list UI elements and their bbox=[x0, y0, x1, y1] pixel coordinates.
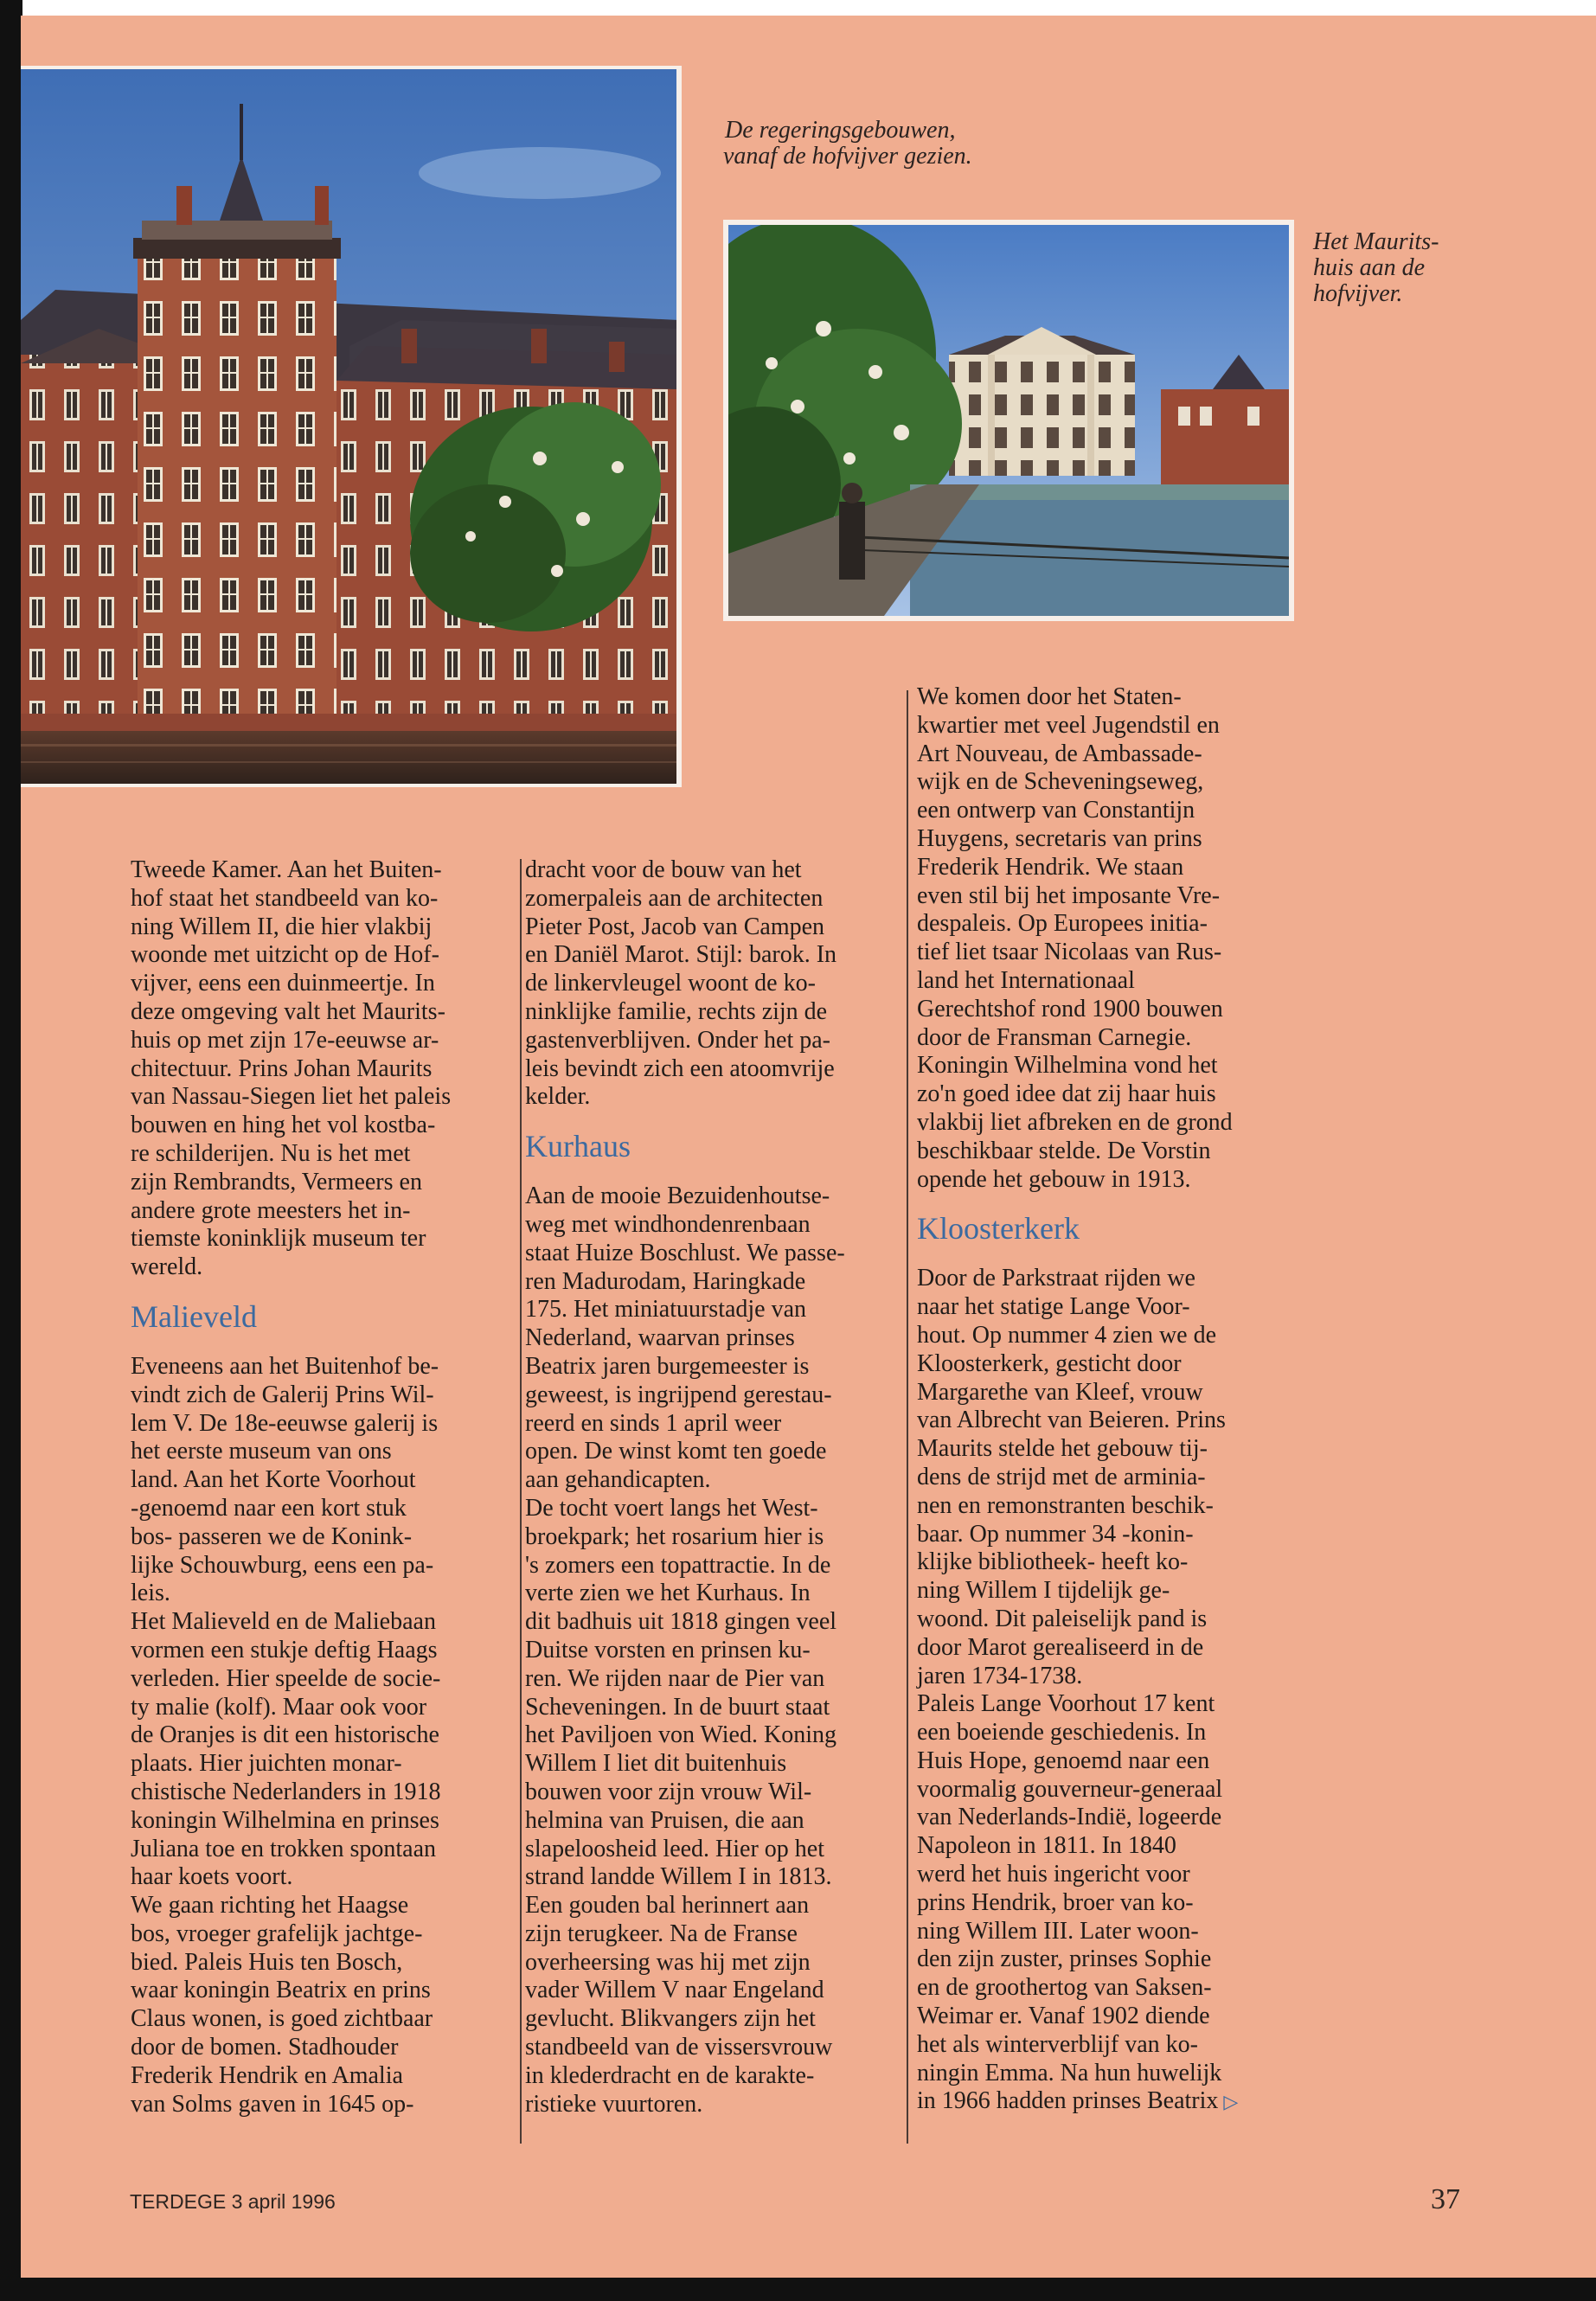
text-line: het als winterverblijf van ko- bbox=[917, 2030, 1199, 2058]
text-line: bouwen en hing het vol kostba- bbox=[131, 1112, 436, 1139]
paragraph bbox=[131, 1608, 511, 1892]
section-heading: Malieveld bbox=[131, 1298, 257, 1334]
regeringsgebouwen-illustration bbox=[21, 69, 676, 784]
text-line: deze omgeving valt het Maurits- bbox=[131, 997, 445, 1025]
magazine-page bbox=[21, 16, 1596, 2278]
text-line: Aan de mooie Bezuidenhoutse- bbox=[525, 1183, 830, 1210]
text-line: van Solms gaven in 1645 op- bbox=[131, 2090, 414, 2118]
text-line: reerd en sinds 1 april weer bbox=[525, 1409, 782, 1437]
page-top-edge bbox=[0, 0, 1596, 16]
text-line: weg met windhondenrenbaan bbox=[525, 1210, 811, 1238]
text-line: huis op met zijn 17e-eeuwse ar- bbox=[131, 1026, 439, 1054]
column-divider-2 bbox=[907, 690, 908, 2144]
text-line: bos- passeren we de Konink- bbox=[131, 1522, 413, 1550]
section-heading: Kloosterkerk bbox=[917, 1211, 1080, 1247]
text-line: Frederik Hendrik en Amalia bbox=[131, 2061, 403, 2089]
text-line: andere grote meesters het in- bbox=[131, 1196, 411, 1224]
text-line: van Albrecht van Beieren. Prins bbox=[917, 1407, 1226, 1434]
text-line: bos, vroeger grafelijk jachtge- bbox=[131, 1920, 423, 1947]
text-line: Frederik Hendrik. We staan bbox=[917, 853, 1184, 881]
text-line: kelder. bbox=[525, 1083, 591, 1111]
text-line: Art Nouveau, de Ambassade- bbox=[917, 740, 1202, 767]
text-line: tief liet tsaar Nicolaas van Rus- bbox=[917, 939, 1222, 966]
text-line: aan gehandicapten. bbox=[525, 1466, 711, 1494]
caption-line: Het Maurits- bbox=[1313, 228, 1439, 255]
text-line: Juliana toe en trokken spontaan bbox=[131, 1835, 437, 1862]
text-line: Claus wonen, is goed zichtbaar bbox=[131, 2005, 433, 2033]
caption-line: vanaf de hofvijver gezien. bbox=[723, 143, 972, 170]
text-line: zo'n goed idee dat zij haar huis bbox=[917, 1080, 1216, 1108]
text-line: vindt zich de Galerij Prins Wil- bbox=[131, 1381, 434, 1408]
text-line: zijn terugkeer. Na de Franse bbox=[525, 1920, 798, 1947]
paragraph bbox=[131, 856, 511, 1282]
footer-publication: TERDEGE 3 april 1996 bbox=[130, 2190, 336, 2213]
text-line: despaleis. Op Europees initia- bbox=[917, 910, 1208, 938]
text-line: in klederdracht en de karakte- bbox=[525, 2061, 815, 2089]
text-line: even stil bij het imposante Vre- bbox=[917, 881, 1221, 909]
column-divider-1 bbox=[520, 859, 522, 2144]
text-line: slapeloosheid leed. Hier op het bbox=[525, 1835, 825, 1862]
paragraph bbox=[131, 1353, 511, 1608]
text-line: leis bevindt zich een atoomvrije bbox=[525, 1054, 835, 1082]
text-line: broekpark; het rosarium hier is bbox=[525, 1522, 824, 1550]
text-line: prins Hendrik, broer van ko- bbox=[917, 1888, 1194, 1916]
continue-arrow-icon: ▷ bbox=[1223, 2091, 1239, 2113]
text-line: -genoemd naar een kort stuk bbox=[131, 1494, 407, 1522]
text-line: en Daniël Marot. Stijl: barok. In bbox=[525, 941, 837, 969]
text-line: Een gouden bal herinnert aan bbox=[525, 1892, 810, 1920]
text-line: klijke bibliotheek- heeft ko- bbox=[917, 1548, 1189, 1576]
text-line: opende het gebouw in 1913. bbox=[917, 1165, 1191, 1193]
text-line: gevlucht. Blikvangers zijn het bbox=[525, 2005, 816, 2033]
text-line: We gaan richting het Haagse bbox=[131, 1892, 409, 1920]
text-line: ning Willem I tijdelijk ge- bbox=[917, 1577, 1170, 1605]
text-line: haar koets voort. bbox=[131, 1863, 293, 1891]
text-line: en de groothertog van Saksen- bbox=[917, 1974, 1212, 2002]
page-bottom-edge bbox=[0, 2278, 1596, 2301]
photo-regeringsgebouwen bbox=[21, 69, 676, 784]
text-line: van Nassau-Siegen liet het paleis bbox=[131, 1083, 452, 1111]
text-line: ning Willem II, die hier vlakbij bbox=[131, 913, 433, 940]
text-line: lem V. De 18e-eeuwse galerij is bbox=[131, 1409, 439, 1437]
text-line: gastenverblijven. Onder het pa- bbox=[525, 1026, 830, 1054]
paragraph bbox=[917, 1690, 1315, 2117]
text-line: woonde met uitzicht op de Hof- bbox=[131, 941, 439, 969]
text-line: ren Madurodam, Haringkade bbox=[525, 1267, 806, 1295]
text-line: Napoleon in 1811. In 1840 bbox=[917, 1832, 1176, 1860]
text-line: naar het statige Lange Voor- bbox=[917, 1293, 1190, 1321]
text-line: Koningin Wilhelmina vond het bbox=[917, 1052, 1218, 1080]
text-line: beschikbaar stelde. De Vorstin bbox=[917, 1137, 1211, 1164]
text-line: plaats. Hier juichten monar- bbox=[131, 1750, 402, 1778]
text-line: re schilderijen. Nu is het met bbox=[131, 1139, 411, 1167]
text-line: bied. Paleis Huis ten Bosch, bbox=[131, 1948, 403, 1976]
text-line: Huis Hope, genoemd naar een bbox=[917, 1747, 1210, 1774]
text-line: verleden. Hier speelde de socie- bbox=[131, 1664, 441, 1692]
mauritshuis-illustration bbox=[728, 225, 1289, 616]
text-line: 175. Het miniatuurstadje van bbox=[525, 1296, 807, 1324]
text-line: Weimar er. Vanaf 1902 diende bbox=[917, 2003, 1210, 2030]
text-line: zijn Rembrandts, Vermeers en bbox=[131, 1168, 422, 1195]
text-line: een boeiende geschiedenis. In bbox=[917, 1719, 1207, 1747]
text-line: wereld. bbox=[131, 1253, 203, 1281]
text-line: Duitse vorsten en prinsen ku- bbox=[525, 1636, 811, 1663]
text-line: strand landde Willem I in 1813. bbox=[525, 1863, 832, 1891]
text-line: land het Internationaal bbox=[917, 966, 1135, 994]
text-line: vader Willem V naar Engeland bbox=[525, 1977, 824, 2004]
text-line: We komen door het Staten- bbox=[917, 683, 1182, 710]
text-line: door Marot gerealiseerd in de bbox=[917, 1633, 1204, 1661]
text-line: Beatrix jaren burgemeester is bbox=[525, 1352, 810, 1380]
text-line: 's zomers een topattractie. In de bbox=[525, 1551, 831, 1579]
text-line: overheersing was hij met zijn bbox=[525, 1948, 811, 1976]
photo-mauritshuis bbox=[728, 225, 1289, 616]
caption-regeringsgebouwen bbox=[723, 118, 972, 170]
text-line: helmina van Pruisen, die aan bbox=[525, 1806, 804, 1834]
text-line: Willem I liet dit buitenhuis bbox=[525, 1750, 787, 1778]
text-line: hout. Op nummer 4 zien we de bbox=[917, 1321, 1217, 1349]
text-line: Maurits stelde het gebouw tij- bbox=[917, 1435, 1208, 1463]
text-line: ristieke vuurtoren. bbox=[525, 2090, 703, 2118]
text-line: dit badhuis uit 1818 gingen veel bbox=[525, 1608, 837, 1636]
text-line: staat Huize Boschlust. We passe- bbox=[525, 1239, 845, 1266]
text-line: Door de Parkstraat rijden we bbox=[917, 1265, 1195, 1292]
text-line: tiemste koninklijk museum ter bbox=[131, 1225, 426, 1253]
text-line: vijver, eens een duinmeertje. In bbox=[131, 970, 435, 997]
text-line: De tocht voert langs het West- bbox=[525, 1494, 818, 1522]
text-line: door de bomen. Stadhouder bbox=[131, 2034, 399, 2061]
text-line: kwartier met veel Jugendstil en bbox=[917, 711, 1220, 739]
text-line: Tweede Kamer. Aan het Buiten- bbox=[131, 856, 442, 883]
text-line: standbeeld van de vissersvrouw bbox=[525, 2034, 833, 2061]
caption-line: De regeringsgebouwen, bbox=[725, 117, 956, 144]
text-line: wijk en de Scheveningseweg, bbox=[917, 768, 1204, 796]
text-line: ningin Emma. Na hun huwelijk bbox=[917, 2059, 1222, 2086]
text-line: voormalig gouverneur-generaal bbox=[917, 1775, 1223, 1803]
caption-line: huis aan de bbox=[1313, 254, 1426, 281]
text-line: bouwen voor zijn vrouw Wil- bbox=[525, 1778, 812, 1805]
text-line: door de Fransman Carnegie. bbox=[917, 1023, 1192, 1051]
text-line: Scheveningen. In de buurt staat bbox=[525, 1693, 830, 1721]
paragraph bbox=[917, 683, 1315, 1194]
text-line: de linkervleugel woont de ko- bbox=[525, 970, 816, 997]
text-line: dracht voor de bouw van het bbox=[525, 856, 802, 883]
text-line: in 1966 hadden prinses Beatrix ▷ bbox=[917, 2087, 1239, 2115]
text-line: van Nederlands-Indië, logeerde bbox=[917, 1804, 1222, 1831]
page-left-edge bbox=[0, 0, 22, 2301]
text-line: jaren 1734-1738. bbox=[917, 1662, 1083, 1689]
text-line: Kloosterkerk, gesticht door bbox=[917, 1349, 1182, 1377]
text-line: land. Aan het Korte Voorhout bbox=[131, 1466, 416, 1494]
text-line: lijke Schouwburg, eens een pa- bbox=[131, 1551, 434, 1579]
paragraph bbox=[917, 1265, 1315, 1690]
text-line: chistische Nederlanders in 1918 bbox=[131, 1778, 441, 1805]
text-line: dens de strijd met de arminia- bbox=[917, 1463, 1206, 1490]
text-line: vormen een stukje deftig Haags bbox=[131, 1636, 438, 1663]
text-line: baar. Op nummer 34 -konin- bbox=[917, 1520, 1194, 1548]
text-line: het Paviljoen von Wied. Koning bbox=[525, 1721, 836, 1749]
text-line: verte zien we het Kurhaus. In bbox=[525, 1580, 811, 1607]
text-line: ty malie (kolf). Maar ook voor bbox=[131, 1693, 427, 1721]
text-column-3 bbox=[917, 683, 1315, 2117]
text-line: Huygens, secretaris van prins bbox=[917, 824, 1202, 852]
text-line: Margarethe van Kleef, vrouw bbox=[917, 1378, 1203, 1406]
text-line: nen en remonstranten beschik- bbox=[917, 1491, 1214, 1519]
text-line: open. De winst komt ten goede bbox=[525, 1438, 827, 1465]
text-line: hof staat het standbeeld van ko- bbox=[131, 884, 439, 912]
text-line: leis. bbox=[131, 1580, 170, 1607]
text-line: den zijn zuster, prinses Sophie bbox=[917, 1945, 1212, 1973]
text-line: chitectuur. Prins Johan Maurits bbox=[131, 1054, 433, 1082]
text-line: Gerechtshof rond 1900 bouwen bbox=[917, 995, 1223, 1022]
text-line: Nederland, waarvan prinses bbox=[525, 1324, 795, 1352]
text-line: Eveneens aan het Buitenhof be- bbox=[131, 1352, 439, 1380]
paragraph bbox=[525, 856, 906, 1112]
paragraph bbox=[131, 1892, 511, 2118]
caption-mauritshuis bbox=[1313, 229, 1439, 307]
paragraph bbox=[525, 1183, 906, 1495]
text-column-2 bbox=[525, 856, 906, 2118]
text-line: werd het huis ingericht voor bbox=[917, 1861, 1190, 1888]
text-line: vlakbij liet afbreken en de grond bbox=[917, 1108, 1233, 1136]
text-line: Het Malieveld en de Maliebaan bbox=[131, 1608, 436, 1636]
text-line: ren. We rijden naar de Pier van bbox=[525, 1664, 825, 1692]
text-column-1 bbox=[131, 856, 511, 2118]
page-number: 37 bbox=[1431, 2183, 1460, 2215]
section-heading: Kurhaus bbox=[525, 1129, 631, 1164]
text-line: zomerpaleis aan de architecten bbox=[525, 884, 824, 912]
text-line: het eerste museum van ons bbox=[131, 1438, 392, 1465]
text-line: geweest, is ingrijpend gerestau- bbox=[525, 1381, 832, 1408]
text-line: Paleis Lange Voorhout 17 kent bbox=[917, 1690, 1215, 1718]
paragraph bbox=[525, 1495, 906, 2119]
text-line: Pieter Post, Jacob van Campen bbox=[525, 913, 825, 940]
text-line: ning Willem III. Later woon- bbox=[917, 1917, 1199, 1945]
caption-line: hofvijver. bbox=[1313, 280, 1403, 307]
text-line: waar koningin Beatrix en prins bbox=[131, 1977, 431, 2004]
text-line: koningin Wilhelmina en prinses bbox=[131, 1806, 439, 1834]
text-line: ninklijke familie, rechts zijn de bbox=[525, 997, 828, 1025]
text-line: woond. Dit paleiselijk pand is bbox=[917, 1605, 1208, 1632]
text-line: de Oranjes is dit een historische bbox=[131, 1721, 439, 1749]
text-line: een ontwerp van Constantijn bbox=[917, 797, 1195, 824]
